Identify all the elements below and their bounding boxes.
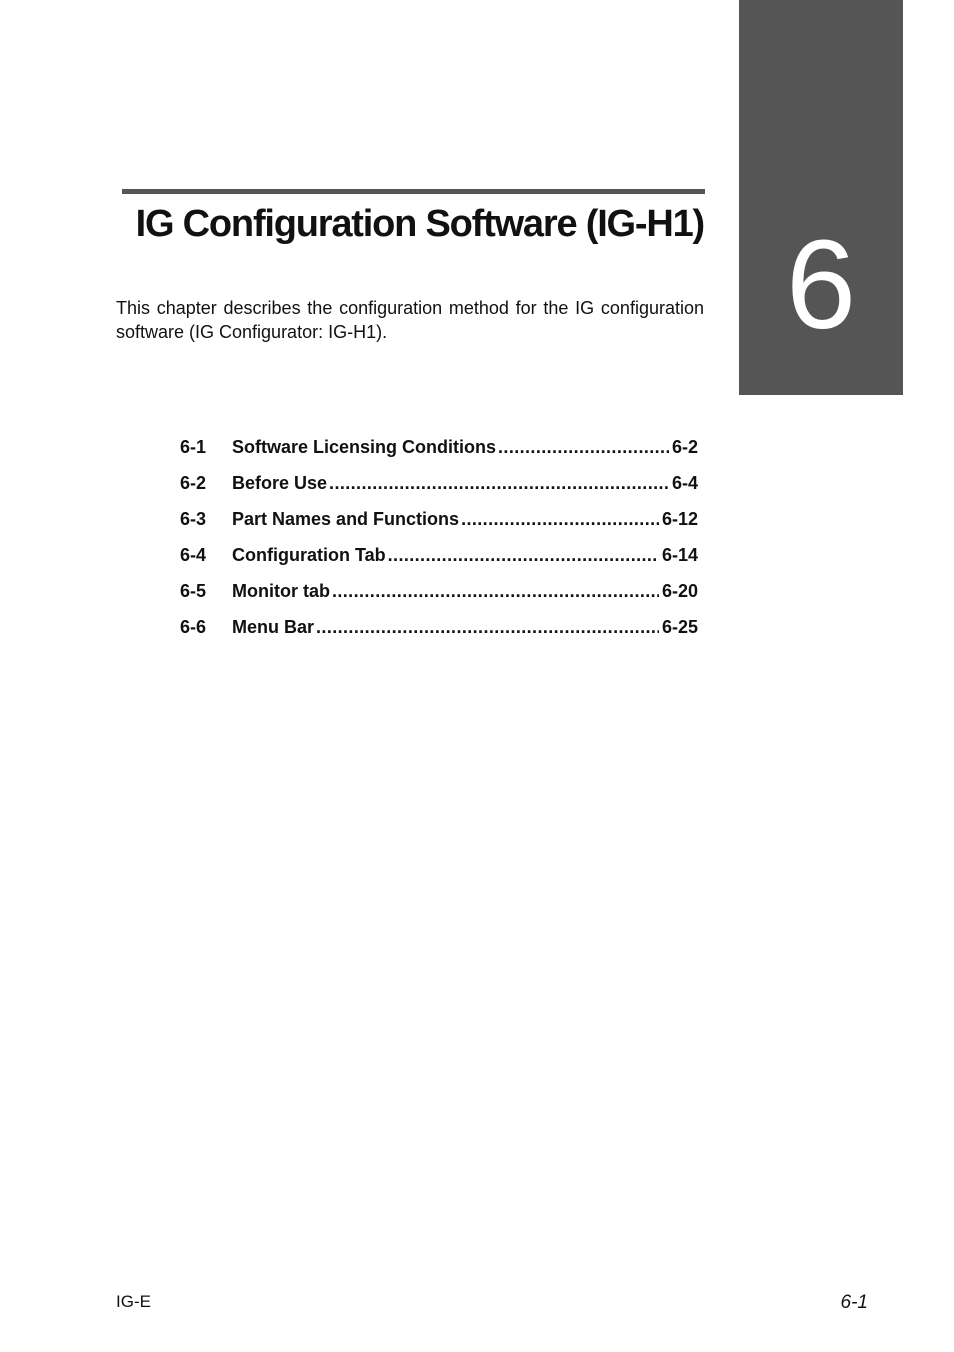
toc-label: Monitor tab [232,581,330,601]
toc-leader-dots [316,617,659,638]
toc-label: Before Use [232,473,328,493]
toc-item-6-2[interactable] [180,473,698,509]
toc-label: Menu Bar [232,617,315,637]
toc-number: 6-4 [180,545,207,565]
footer-manual-code: IG-E [116,1292,151,1311]
title-rule [122,189,705,194]
table-of-contents [180,437,698,653]
toc-number: 6-1 [180,437,207,457]
footer-page-number: 6-1 [840,1292,868,1313]
toc-item-6-5[interactable] [180,581,698,617]
toc-page: 6-20 [661,581,698,601]
toc-label: Part Names and Functions [232,509,460,529]
toc-leader-dots [498,437,669,458]
toc-page: 6-25 [661,617,698,637]
toc-page: 6-12 [661,509,698,529]
chapter-tab [739,0,903,395]
toc-leader-dots [461,509,659,530]
toc-number: 6-6 [180,617,207,637]
chapter-title: IG Configuration Software (IG-H1) [135,203,704,245]
chapter-number: 6 [785,214,857,355]
toc-page: 6-2 [671,437,698,457]
toc-leader-dots [388,545,659,566]
toc-item-6-1[interactable] [180,437,698,473]
toc-leader-dots [332,581,659,602]
toc-number: 6-5 [180,581,207,601]
toc-leader-dots [329,473,669,494]
toc-item-6-4[interactable] [180,545,698,581]
toc-page: 6-4 [671,473,698,493]
toc-page: 6-14 [661,545,698,565]
toc-label: Configuration Tab [232,545,386,565]
toc-number: 6-3 [180,509,207,529]
chapter-intro: This chapter describes the configuration method for the IG configuration software (IG Configurator: IG-H1). [116,298,704,342]
toc-number: 6-2 [180,473,207,493]
toc-item-6-3[interactable] [180,509,698,545]
toc-item-6-6[interactable] [180,617,698,653]
toc-label: Software Licensing Conditions [232,437,497,457]
